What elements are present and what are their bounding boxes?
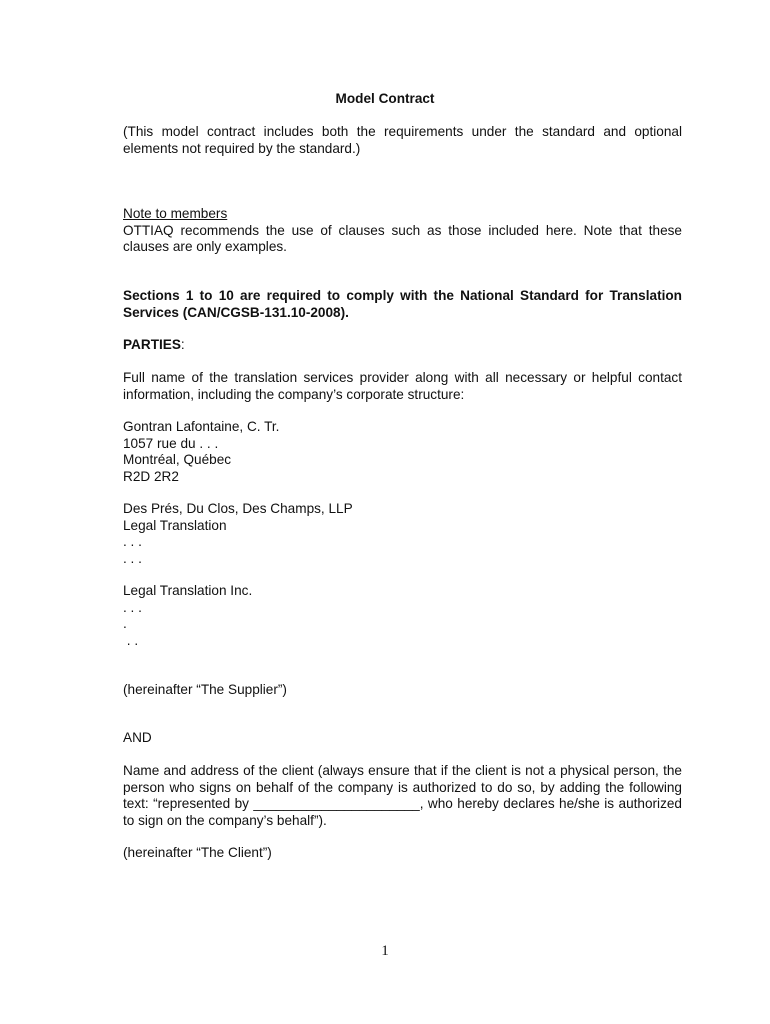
address-line: . [123, 616, 127, 631]
and-separator: AND [123, 730, 152, 745]
address-line: Montréal, Québec [123, 452, 232, 467]
address-line: . . [123, 632, 139, 648]
address-line: R2D 2R2 [123, 468, 179, 484]
provider-example-3 [123, 583, 682, 649]
note-text: OTTIAQ recommends the use of clauses such as those included here. Note that these clauses are only examples. [123, 222, 682, 254]
address-line: Legal Translation [123, 517, 227, 533]
address-line: 1057 rue du . . . [123, 435, 219, 451]
provider-example-1 [123, 419, 682, 485]
page-number: 1 [381, 943, 389, 959]
parties-colon: : [180, 337, 185, 352]
parties-label: PARTIES [123, 337, 181, 352]
provider-example-2 [123, 501, 682, 567]
note-to-members [123, 206, 682, 256]
client-designation: (hereinafter “The Client”) [123, 845, 272, 860]
address-line: . . . [123, 599, 142, 615]
note-heading: Note to members [123, 206, 228, 221]
intro-paragraph: (This model contract includes both the requirements under the standard and optional elements not required by the standard.) [123, 124, 682, 156]
supplier-designation: (hereinafter “The Supplier”) [123, 682, 287, 697]
provider-instruction: Full name of the translation services provider along with all necessary or helpful contact information, including the company’s corporate structure: [123, 370, 682, 402]
client-instruction: Name and address of the client (always ensure that if the client is not a physical person, the person who signs on behalf of the company is authorized to do so, by adding the following text: “represented by ______________________, who hereby declares he/she is authorized to sign on the company’s behalf”). [123, 763, 682, 828]
address-line: Legal Translation Inc. [123, 583, 253, 598]
parties-heading [123, 337, 682, 354]
document-title: Model Contract [335, 91, 435, 106]
address-line: . . . [123, 550, 142, 566]
address-line: Des Prés, Du Clos, Des Champs, LLP [123, 501, 353, 516]
sections-notice: Sections 1 to 10 are required to comply with the National Standard for Translation Services (CAN/CGSB-131.10-2008). [123, 288, 682, 320]
address-line: Gontran Lafontaine, C. Tr. [123, 419, 280, 434]
address-line: . . . [123, 534, 142, 549]
